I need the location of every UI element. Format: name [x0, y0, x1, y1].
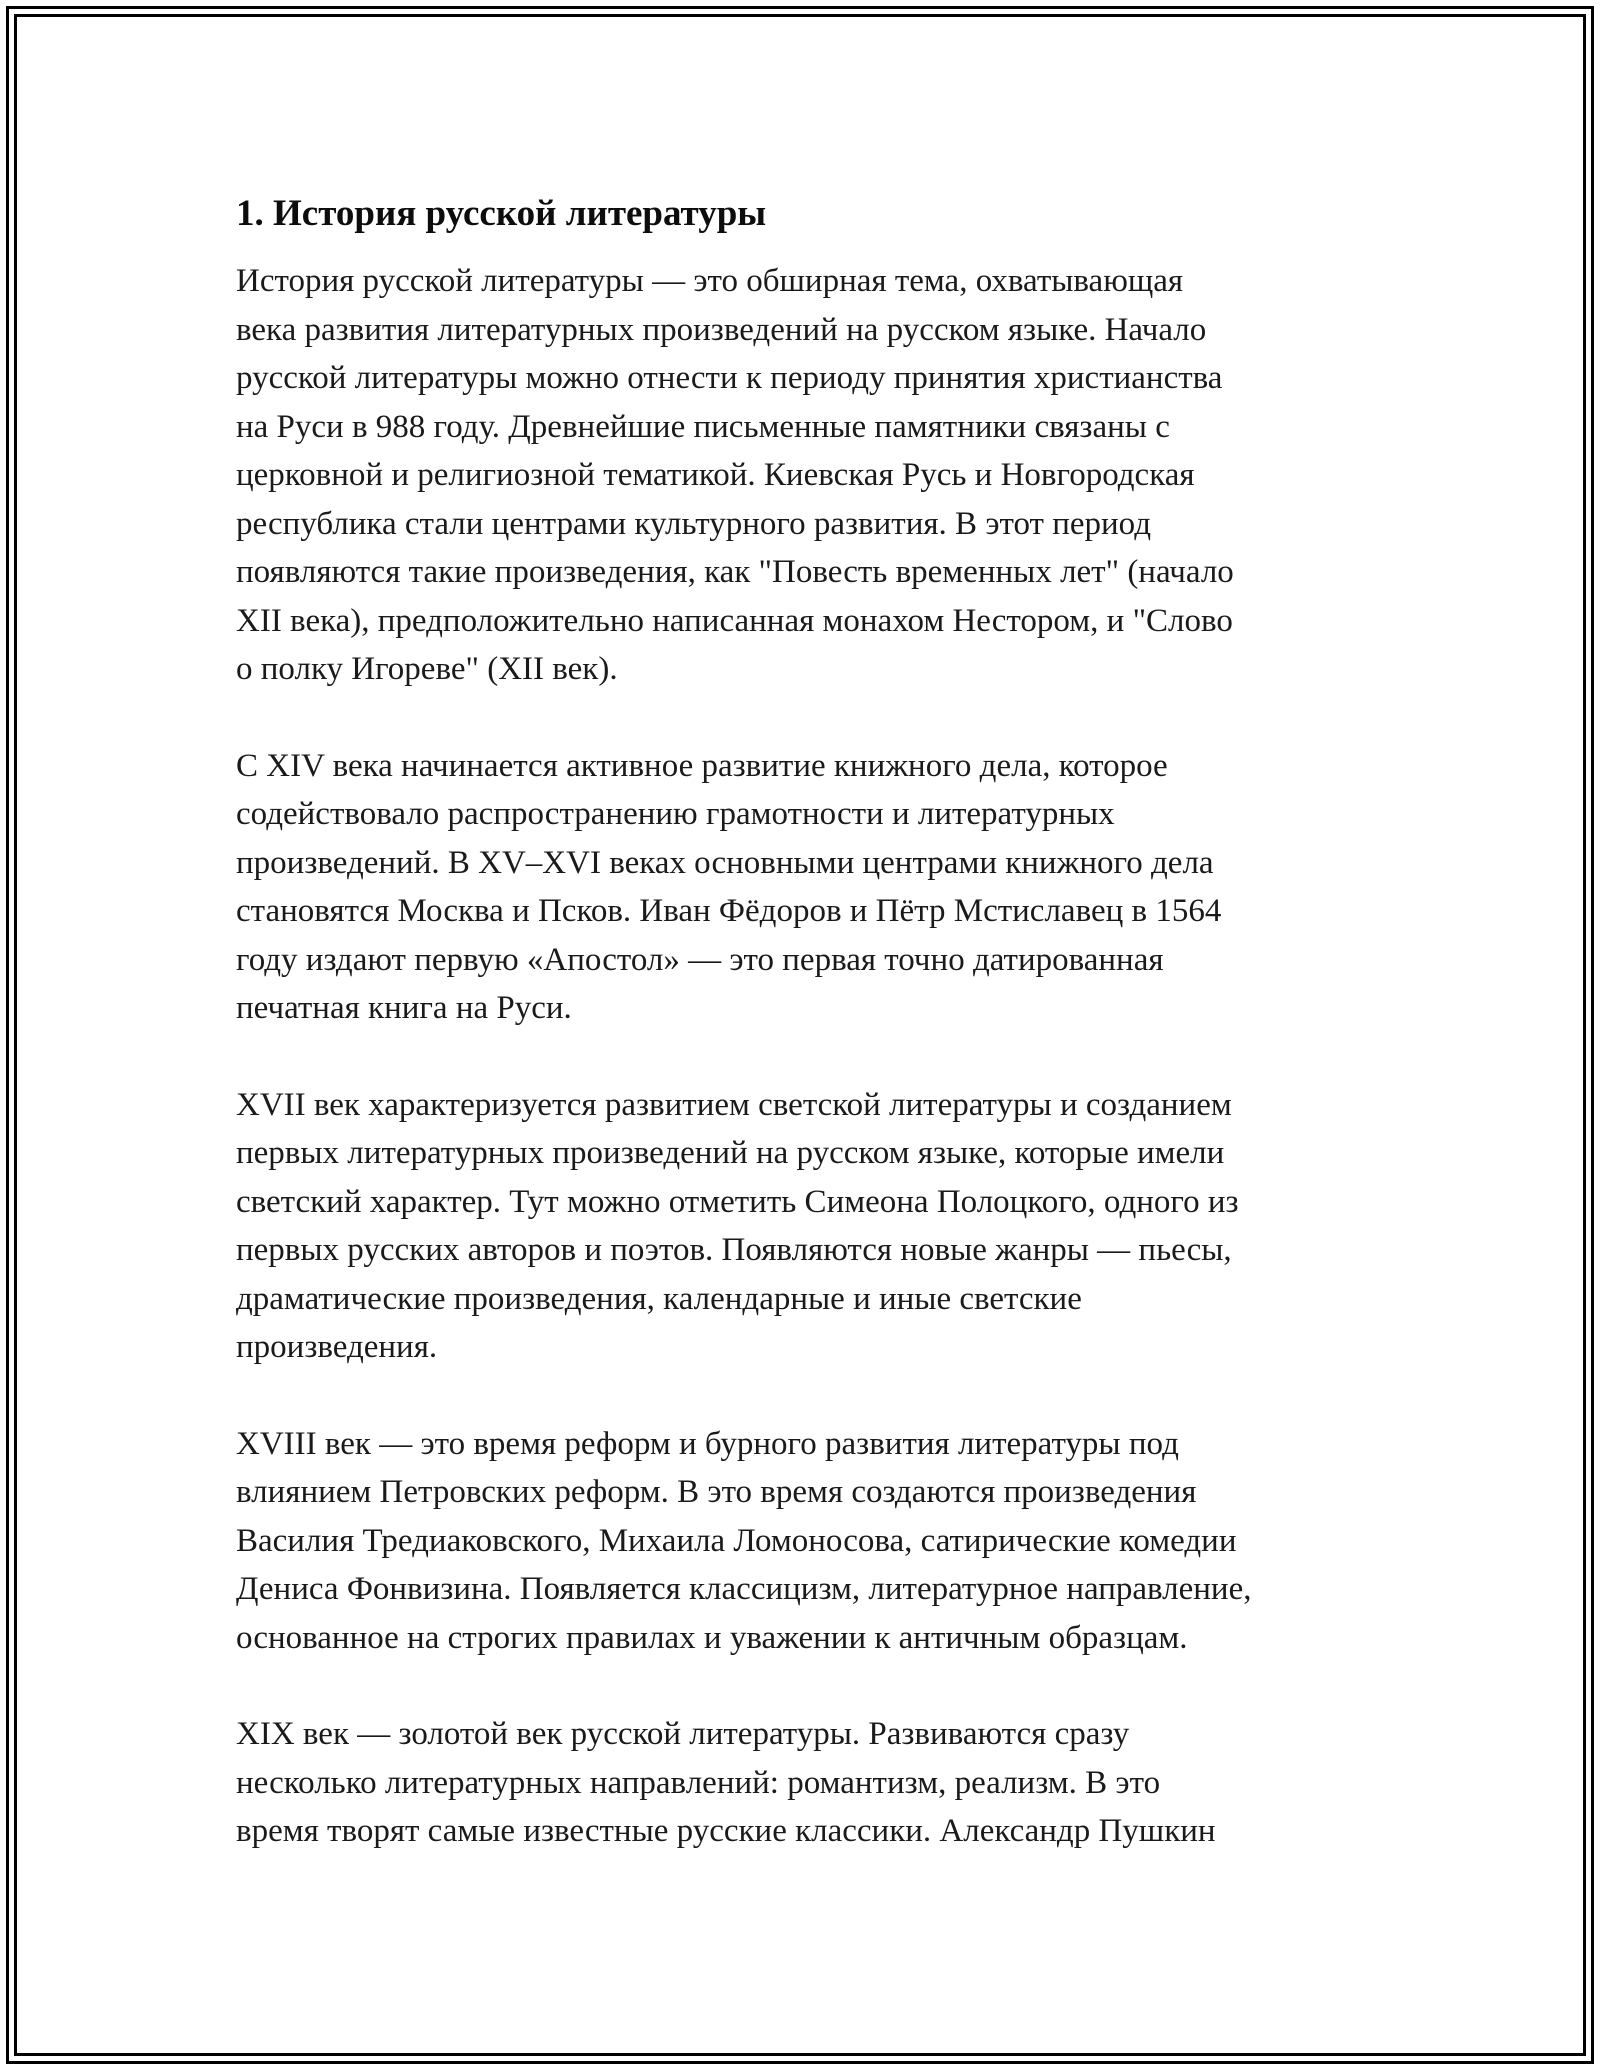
text-line: первых литературных произведений на русском языке, которые имели [236, 1135, 1225, 1171]
text-line: С XIV века начинается активное развитие книжного дела, которое [236, 747, 1168, 784]
text-line: Дениса Фонвизина. Появляется классицизм, литературное направление, [236, 1571, 1252, 1607]
text-line: XII века), предположительно написанная монахом Нестором, и "Слово [236, 602, 1233, 639]
text-line: печатная книга на Руси. [236, 990, 572, 1026]
text-line: республика стали центрами культурного развития. В этот период [236, 505, 1152, 542]
paragraph-book-printing [236, 742, 1386, 1033]
text-line: несколько литературных направлений: романтизм, реализм. В это [236, 1764, 1161, 1801]
paragraph-19th-century [236, 1710, 1386, 1856]
text-line: первых русских авторов и поэтов. Появляются новые жанры — пьесы, [236, 1232, 1232, 1268]
text-line: время творят самые известные русские классики. Александр Пушкин [236, 1813, 1216, 1849]
text-line: драматические произведения, календарные и иные светские [236, 1280, 1082, 1317]
text-line: о полку Игореве" (XII век). [236, 651, 618, 687]
text-line: содействовало распространению грамотности и литературных [236, 796, 1115, 832]
text-line: произведения. [236, 1329, 438, 1365]
text-line: русской литературы можно отнести к периоду принятия христианства [236, 360, 1223, 396]
text-line: году издают первую «Апостол» — это первая точно датированная [236, 941, 1164, 978]
text-line: церковной и религиозной тематикой. Киевская Русь и Новгородская [236, 457, 1195, 493]
text-line: XVII век характеризуется развитием светской литературы и созданием [236, 1086, 1232, 1123]
text-line: Василия Тредиаковского, Михаила Ломоносова, сатирические комедии [236, 1522, 1237, 1559]
text-line: XVIII век — это время реформ и бурного развития литературы под [236, 1425, 1179, 1462]
text-line: произведений. В XV–XVI веках основными центрами книжного дела [236, 844, 1214, 881]
paragraph-18th-century [236, 1420, 1386, 1663]
text-line: века развития литературных произведений на русском языке. Начало [236, 311, 1207, 348]
text-line: появляются такие произведения, как "Повесть временных лет" (начало [236, 554, 1234, 590]
text-line: на Руси в 988 году. Древнейшие письменные памятники связаны с [236, 408, 1170, 445]
text-line: влиянием Петровских реформ. В это время создаются произведения [236, 1474, 1197, 1510]
text-line: становятся Москва и Псков. Иван Фёдоров и Пётр Мстиславец в 1564 [236, 893, 1222, 929]
section-heading: 1. История русской литературы [236, 193, 767, 234]
document-body [236, 185, 1386, 1856]
text-line: XIX век — золотой век русской литературы. Развиваются сразу [236, 1716, 1130, 1752]
paragraph-ancient-rus [236, 257, 1386, 694]
text-line: История русской литературы — это обширная тема, охватывающая [236, 263, 1184, 299]
text-line: основанное на строгих правилах и уважении к античным образцам. [236, 1619, 1188, 1656]
paragraph-17th-century [236, 1081, 1386, 1372]
text-line: светский характер. Тут можно отметить Симеона Полоцкого, одного из [236, 1183, 1239, 1220]
